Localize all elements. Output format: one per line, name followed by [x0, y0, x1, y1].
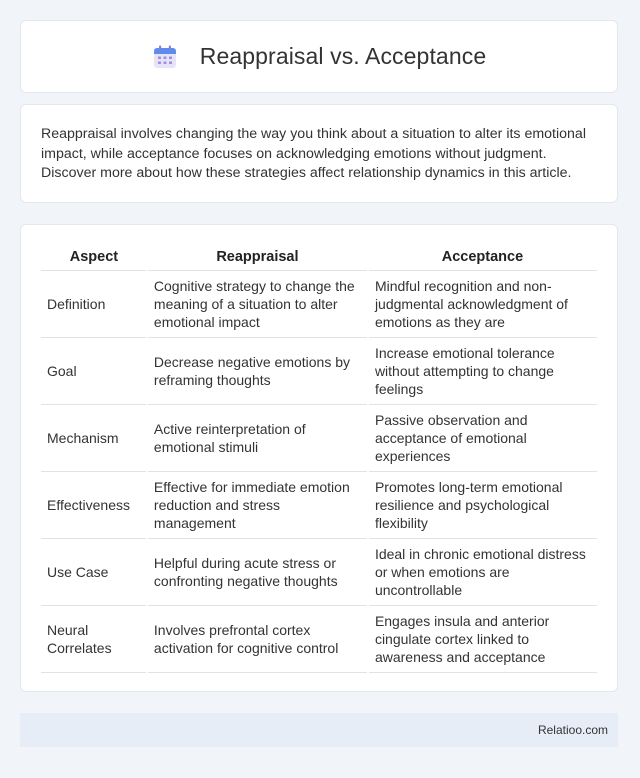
reappraisal-cell: Effective for immediate emotion reduction and stress management — [147, 472, 368, 539]
reappraisal-cell: Decrease negative emotions by reframing thoughts — [147, 338, 368, 405]
column-header-acceptance: Acceptance — [368, 245, 597, 271]
comparison-table — [41, 245, 597, 673]
acceptance-cell: Mindful recognition and non-judgmental acknowledgment of emotions as they are — [368, 271, 597, 338]
acceptance-cell: Ideal in chronic emotional distress or when emotions are uncontrollable — [368, 539, 597, 606]
aspect-cell: Mechanism — [41, 405, 147, 472]
table-row — [41, 606, 597, 673]
title-card — [20, 20, 618, 93]
acceptance-cell: Promotes long-term emotional resilience and psychological flexibility — [368, 472, 597, 539]
aspect-cell: Use Case — [41, 539, 147, 606]
reappraisal-cell: Involves prefrontal cortex activation for cognitive control — [147, 606, 368, 673]
table-row — [41, 539, 597, 606]
footer-brand: Relatioo.com — [537, 723, 608, 737]
calendar-icon — [152, 44, 178, 70]
table-header-row — [41, 245, 597, 271]
table-row — [41, 405, 597, 472]
aspect-cell: Neural Correlates — [41, 606, 147, 673]
acceptance-cell: Passive observation and acceptance of emotional experiences — [368, 405, 597, 472]
table-row — [41, 338, 597, 405]
acceptance-cell: Engages insula and anterior cingulate cortex linked to awareness and acceptance — [368, 606, 597, 673]
page-title: Reappraisal vs. Acceptance — [199, 43, 487, 69]
intro-text: Reappraisal involves changing the way you think about a situation to alter its emotional impact, while acceptance focuses on acknowledging emotions without judgment. Discover more about how these strategies affect relationship dynamics in this article. — [41, 126, 586, 181]
column-header-reappraisal: Reappraisal — [147, 245, 368, 271]
comparison-table-card — [20, 224, 618, 692]
aspect-cell: Effectiveness — [41, 472, 147, 539]
aspect-cell: Goal — [41, 338, 147, 405]
footer — [20, 713, 618, 747]
reappraisal-cell: Cognitive strategy to change the meaning of a situation to alter emotional impact — [147, 271, 368, 338]
aspect-cell: Definition — [41, 271, 147, 338]
reappraisal-cell: Helpful during acute stress or confronting negative thoughts — [147, 539, 368, 606]
reappraisal-cell: Active reinterpretation of emotional stimuli — [147, 405, 368, 472]
acceptance-cell: Increase emotional tolerance without attempting to change feelings — [368, 338, 597, 405]
intro-card — [20, 104, 618, 203]
table-row — [41, 472, 597, 539]
column-header-aspect: Aspect — [41, 245, 147, 271]
table-row — [41, 271, 597, 338]
